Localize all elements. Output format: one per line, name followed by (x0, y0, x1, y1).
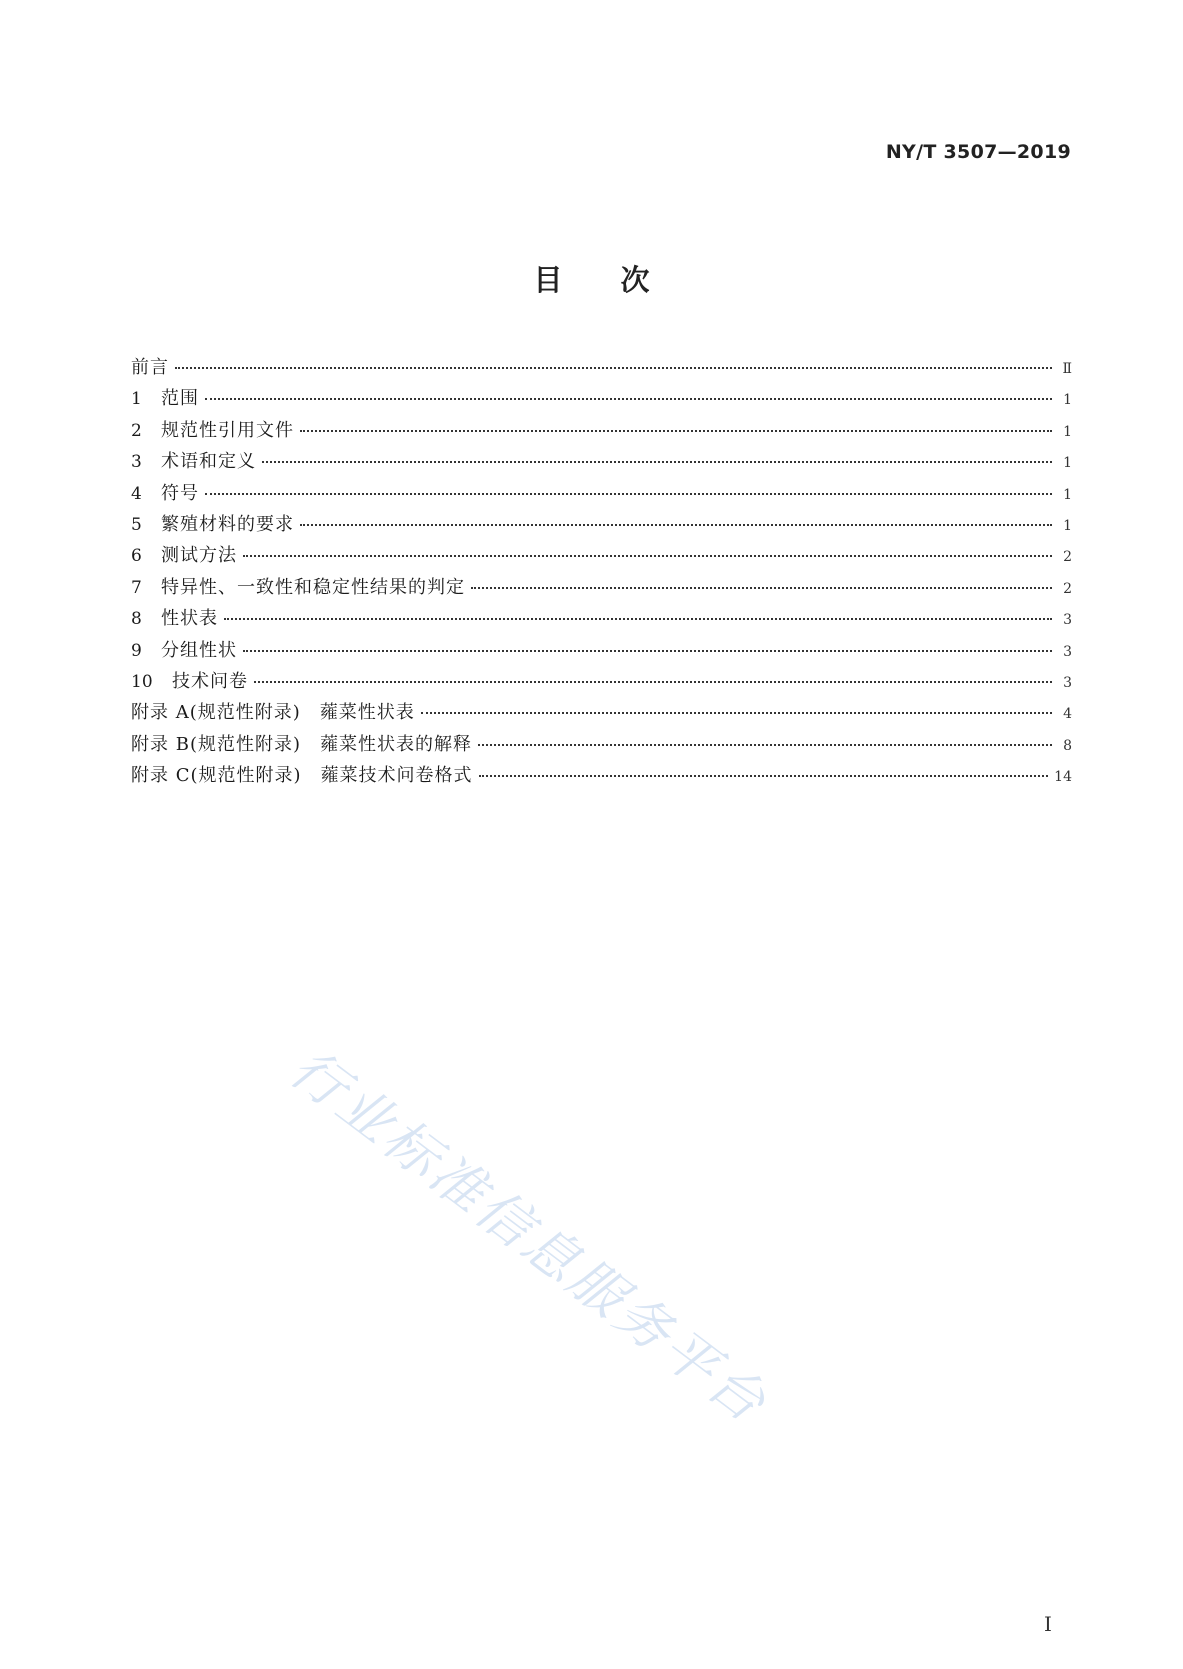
toc-page-number: 3 (1063, 612, 1072, 629)
toc-leader (254, 681, 1052, 683)
toc-leader (243, 650, 1052, 652)
page-title-char-1: 目 (533, 263, 563, 297)
toc-label: 符号 (161, 482, 199, 504)
toc-page-number: 1 (1063, 486, 1072, 503)
toc-label: 分组性状 (161, 639, 237, 661)
toc-row-appendix-b[interactable] (131, 730, 1072, 761)
toc-number: 9 (131, 640, 142, 661)
toc-label: 前言 (131, 357, 169, 378)
toc-page-number: Ⅱ (1062, 361, 1072, 377)
toc-label: 测试方法 (161, 545, 237, 567)
toc-page-number: 2 (1063, 549, 1072, 566)
toc-label: 性状表 (161, 608, 218, 630)
toc-leader (262, 461, 1052, 463)
toc-page-number: 1 (1063, 455, 1072, 472)
toc-label: 术语和定义 (161, 451, 256, 473)
toc-leader (471, 587, 1052, 589)
toc-number: 10 (131, 671, 153, 692)
toc-label: 繁殖材料的要求 (161, 513, 294, 535)
toc-page-number: 2 (1063, 580, 1072, 597)
toc-row-8[interactable] (131, 604, 1072, 635)
toc-label: 附录 B(规范性附录) 蕹菜性状表的解释 (131, 733, 472, 755)
watermark: 行业标准信息服务平台 (278, 1036, 780, 1436)
toc-label: 附录 A(规范性附录) 蕹菜性状表 (131, 702, 415, 724)
toc-page-number: 4 (1063, 706, 1072, 723)
toc-label: 附录 C(规范性附录) 蕹菜技术问卷格式 (131, 765, 473, 787)
standard-number: NY/T 3507—2019 (885, 141, 1071, 163)
toc-leader (205, 493, 1052, 495)
toc-leader (479, 775, 1049, 777)
toc-row-9[interactable] (131, 636, 1072, 667)
toc-number: 5 (131, 514, 142, 535)
toc-page-number: 3 (1063, 674, 1072, 691)
toc-number: 3 (131, 452, 142, 473)
toc-row-foreword[interactable] (131, 353, 1072, 384)
toc-label: 规范性引用文件 (161, 419, 294, 441)
page-number: I (1044, 1612, 1052, 1636)
toc-row-appendix-c[interactable] (131, 761, 1072, 792)
toc-leader (175, 367, 1052, 369)
toc-row-5[interactable] (131, 510, 1072, 541)
toc-page-number: 1 (1063, 423, 1072, 440)
toc-leader (300, 430, 1052, 432)
toc-page-number: 3 (1063, 643, 1072, 660)
toc-number: 1 (131, 389, 142, 410)
toc-number: 6 (131, 546, 142, 567)
toc-page-number: 8 (1063, 737, 1072, 754)
toc-row-6[interactable] (131, 541, 1072, 572)
toc-number: 7 (131, 577, 142, 598)
toc-leader (300, 524, 1052, 526)
toc-row-1[interactable] (131, 384, 1072, 415)
toc-page-number: 1 (1063, 517, 1072, 534)
toc-row-2[interactable] (131, 416, 1072, 447)
toc-leader (421, 712, 1052, 714)
table-of-contents (131, 353, 1072, 792)
toc-row-3[interactable] (131, 447, 1072, 478)
toc-leader (243, 555, 1052, 557)
toc-row-10[interactable] (131, 667, 1072, 698)
toc-label: 特异性、一致性和稳定性结果的判定 (161, 576, 465, 598)
toc-number: 4 (131, 483, 142, 504)
page-title (0, 258, 1183, 299)
toc-leader (478, 744, 1052, 746)
toc-row-appendix-a[interactable] (131, 698, 1072, 729)
toc-number: 8 (131, 609, 142, 630)
toc-row-4[interactable] (131, 479, 1072, 510)
toc-label: 技术问卷 (172, 670, 248, 692)
toc-leader (205, 398, 1052, 400)
page-title-char-2: 次 (620, 263, 650, 297)
toc-number: 2 (131, 420, 142, 441)
toc-label: 范围 (161, 388, 199, 410)
toc-page-number: 1 (1063, 392, 1072, 409)
toc-leader (224, 618, 1052, 620)
toc-row-7[interactable] (131, 573, 1072, 604)
toc-page-number: 14 (1054, 769, 1072, 786)
